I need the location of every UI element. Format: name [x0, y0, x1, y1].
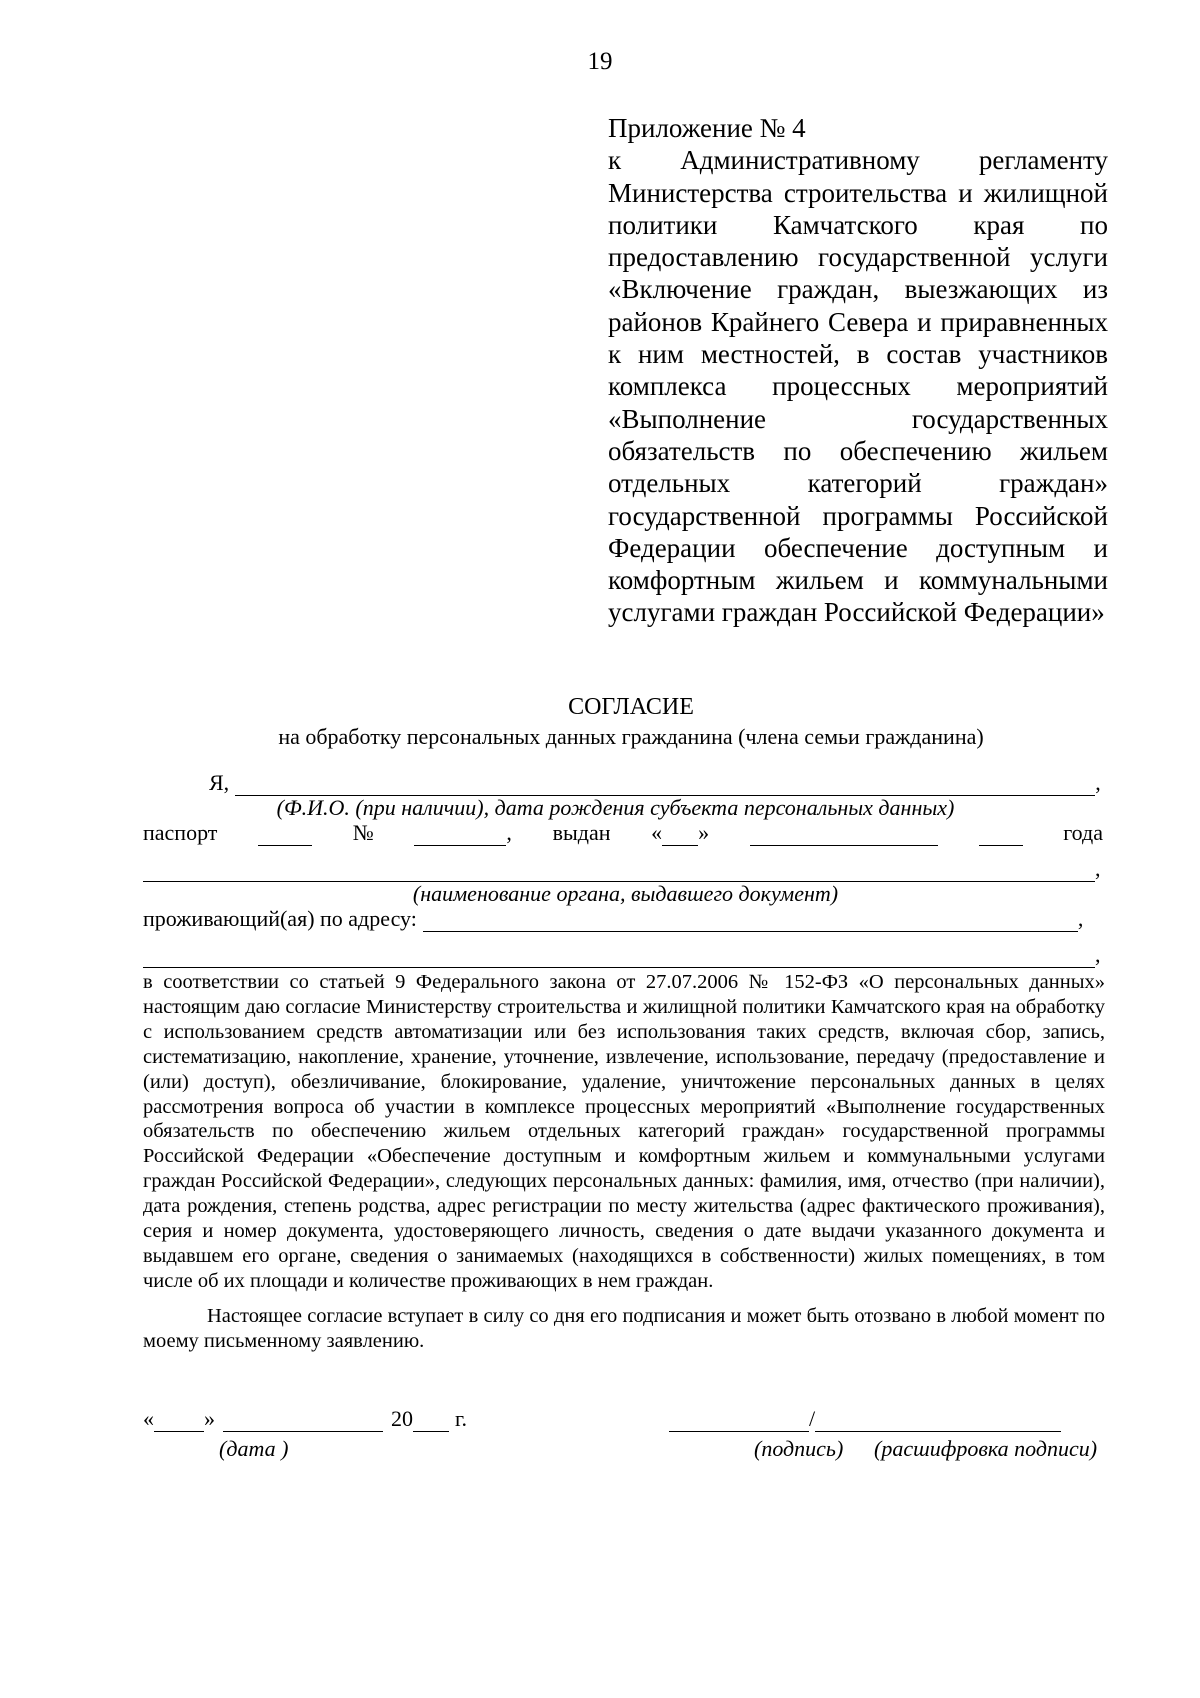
- date-hint: (дата ): [219, 1436, 289, 1461]
- issue-day-group: [651, 820, 709, 846]
- consent-paragraph-1: в соответствии со статьей 9 Федерального закона от 27.07.2006 № 152-ФЗ «О персональных данных» настоящим даю согласие Министерству строительства и жилищной политики Камчатского края на обработку с использованием средств автоматизации или без использования таких средств, включая сбор, запись, систематизацию, накопление, хранение, уточнение, извлечение, использование, передачу (предоставление и (или) доступ), обезличивание, блокирование, удаление, уничтожение персональных данных в целях рассмотрения вопроса об участии в комплексе процессных мероприятий «Выполнение государственных обязательств по обеспечению жильем отдельных категорий граждан» государственной программы Российской Федерации «Обеспечение доступным и комфортным жильем и коммунальными услугами граждан Российской Федерации», следующих персональных данных: фамилия, имя, отчество (при наличии), дата рождения, степень родства, адрес регистрации по месту жительства (адрес фактического проживания), серия и номер документа, удостоверяющего личность, сведения о дате выдачи указанного документа и выдавшем его органе, сведения о занимаемых (находящихся в собственности) жилых помещениях, в том числе об их площади и количестве проживающих в нем граждан.: [143, 971, 1105, 1292]
- passport-label: паспорт: [143, 820, 218, 845]
- signature-field[interactable]: [669, 1409, 809, 1432]
- i-label: Я,: [209, 770, 230, 795]
- year-abbr: г.: [455, 1406, 468, 1431]
- passport-number-field[interactable]: [414, 823, 506, 846]
- century-label: 20: [391, 1406, 413, 1431]
- signature-row: [143, 1406, 1108, 1432]
- comma: ,: [1077, 906, 1084, 931]
- issuer-field[interactable]: [143, 859, 1095, 882]
- passport-row: [143, 820, 1103, 846]
- address-field[interactable]: [423, 909, 1078, 932]
- passport-number-group: [414, 820, 512, 846]
- issue-day-field[interactable]: [662, 823, 698, 846]
- address-row: [143, 906, 1108, 932]
- appendix-title: Приложение № 4: [608, 113, 806, 143]
- sign-hint: (подпись): [754, 1436, 844, 1461]
- sign-month-field[interactable]: [223, 1409, 383, 1432]
- address-field-2[interactable]: [143, 945, 1095, 968]
- comma: ,: [506, 820, 512, 845]
- address-label: проживающий(ая) по адресу:: [143, 906, 417, 931]
- comma: ,: [1095, 770, 1101, 795]
- signature-hints: [143, 1432, 1108, 1460]
- issue-month-field[interactable]: [750, 823, 938, 846]
- year-label: года: [1063, 820, 1103, 845]
- applicant-form: [143, 770, 1108, 968]
- signature-block: [143, 1406, 1108, 1460]
- issuer-hint: (наименование органа, выдавшего документ): [412, 881, 839, 906]
- consent-title: СОГЛАСИЕ: [568, 694, 694, 720]
- appendix-block: [608, 112, 1108, 629]
- consent-subtitle: на обработку персональных данных гражданина (члена семьи гражданина): [278, 724, 984, 749]
- quote-close: »: [204, 1406, 215, 1431]
- signature-decode-field[interactable]: [815, 1409, 1061, 1432]
- page-number: 19: [587, 48, 613, 75]
- appendix-text: к Административному регламенту Министерства строительства и жилищной политики Камчатского края по предоставлению государственной услуги «Включение граждан, выезжающих из районов Крайнего Севера и приравненных к ним местностей, в состав участников комплекса процессных мероприятий «Выполнение государственных обязательств по обеспечению жильем отдельных категорий граждан» государственной программы Российской Федерации обеспечение доступным и комфортным жильем и коммунальными услугами граждан Российской Федерации»: [608, 145, 1108, 628]
- issued-label: выдан: [552, 820, 611, 845]
- quote-open: «: [651, 820, 663, 845]
- issuer-row: [143, 856, 1108, 882]
- sign-day-field[interactable]: [154, 1409, 204, 1432]
- comma: ,: [1095, 856, 1101, 881]
- fio-hint: (Ф.И.О. (при наличии), дата рождения субъекта персональных данных): [276, 795, 955, 820]
- consent-heading: [0, 692, 1200, 752]
- consent-body: [143, 970, 1105, 1354]
- quote-close: »: [698, 820, 710, 845]
- consent-paragraph-2: Настоящее согласие вступает в силу со дня его подписания и может быть отозвано в любой момент по моему письменному заявлению.: [143, 1304, 1105, 1352]
- decode-hint: (расшифровка подписи): [874, 1436, 1098, 1461]
- issue-year-field[interactable]: [979, 823, 1023, 846]
- address-row-2: [143, 942, 1108, 968]
- comma: ,: [1095, 942, 1101, 967]
- passport-series-field[interactable]: [258, 823, 312, 846]
- sign-year-field[interactable]: [413, 1409, 449, 1432]
- fio-row: [143, 770, 1108, 796]
- quote-open: «: [143, 1406, 154, 1431]
- number-sign: №: [352, 820, 374, 845]
- fio-field[interactable]: [235, 773, 1095, 796]
- slash: /: [809, 1406, 816, 1431]
